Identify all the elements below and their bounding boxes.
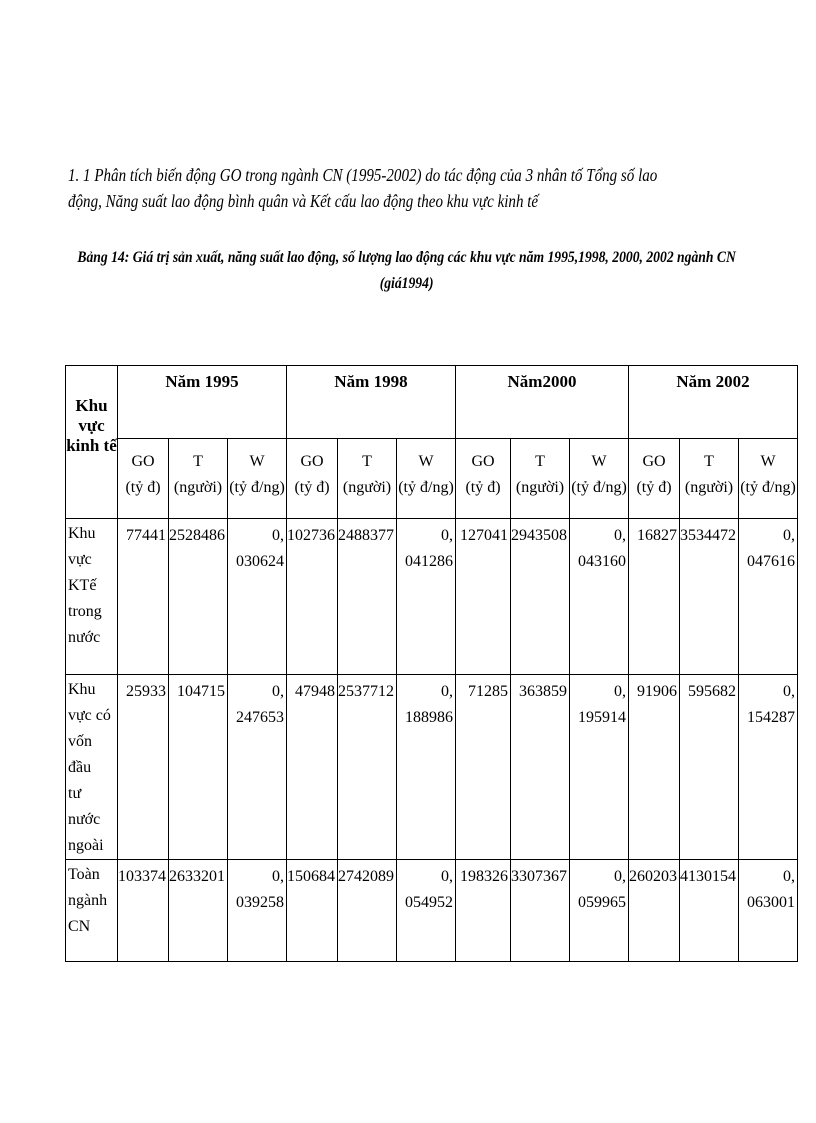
row-label-line: Toàn (68, 866, 100, 883)
sub-header-name: T (362, 453, 372, 470)
row-label-line: vực có (68, 707, 111, 724)
t-value-cell: 2488377 (338, 519, 397, 675)
t-value-cell: 2943508 (511, 519, 570, 675)
row-label-line: vực (68, 551, 92, 568)
go-value-cell: 103374 (118, 860, 169, 962)
w-value-line: 0, (272, 527, 284, 544)
sector-header-line: kinh tế (66, 436, 117, 455)
w-value-line: 0, (614, 868, 626, 885)
sub-header-unit: (người) (173, 479, 223, 496)
w-value-line: 0, (783, 683, 795, 700)
go-value-cell: 71285 (456, 675, 511, 860)
w-value-cell (570, 519, 629, 675)
w-value-line: 054952 (405, 894, 453, 911)
row-label-line: ngoài (68, 837, 104, 854)
sub-header-cell (570, 439, 629, 519)
row-label-line: Khu (68, 681, 96, 698)
t-value-cell: 2742089 (338, 860, 397, 962)
row-label-line: ngành (68, 892, 108, 909)
section-heading: 1. 1 Phân tích biến động GO trong ngành CN (1995-2002) do tác động của 3 nhân tố Tổng số lao động, Năng suất lao động bình quân và Kết cấu lao động theo khu vực kinh tế (68, 165, 658, 211)
caption-line-1: Bảng 14: Giá trị sản xuất, năng suất lao động, số lượng lao động các khu vực năm 1995,1998, 2000, 2002 ngành CN (77, 249, 736, 266)
w-value-line: 0, (441, 527, 453, 544)
sub-header-cell (456, 439, 511, 519)
sub-header-unit: (người) (515, 479, 565, 496)
t-value-cell: 363859 (511, 675, 570, 860)
w-value-cell (570, 860, 629, 962)
sub-header-unit: (tỷ đ) (636, 479, 672, 496)
w-value-line: 047616 (747, 553, 795, 570)
table-row (66, 519, 798, 675)
row-label-line: nước (68, 629, 101, 646)
year-header-1995: Năm 1995 (118, 366, 287, 439)
sub-header-cell (629, 439, 680, 519)
w-value-line: 0, (783, 527, 795, 544)
sub-header-name: T (535, 453, 545, 470)
sub-header-cell (287, 439, 338, 519)
w-value-line: 0, (614, 527, 626, 544)
go-value-cell: 91906 (629, 675, 680, 860)
t-value-cell: 3307367 (511, 860, 570, 962)
w-value-cell (397, 519, 456, 675)
row-label-line: tư nước (68, 785, 101, 828)
w-value-line: 030624 (236, 553, 284, 570)
w-value-line: 0, (441, 868, 453, 885)
w-value-line: 0, (441, 683, 453, 700)
sector-header-line: Khu (75, 396, 108, 415)
sub-header-unit: (người) (342, 479, 392, 496)
w-value-cell (739, 519, 798, 675)
w-value-line: 0, (783, 868, 795, 885)
t-value-cell: 104715 (169, 675, 228, 860)
sub-header-name: T (193, 453, 203, 470)
w-value-line: 0, (614, 683, 626, 700)
sub-header-unit: (tỷ đ/ng) (229, 479, 285, 496)
t-value-cell: 3534472 (680, 519, 739, 675)
sub-header-unit: (tỷ đ) (465, 479, 501, 496)
row-label-line: Khu (68, 525, 96, 542)
year-header-2000: Năm2000 (456, 366, 629, 439)
sub-header-cell (739, 439, 798, 519)
row-label-cell (66, 675, 118, 860)
caption-line-2: (giá1994) (379, 275, 434, 292)
sub-header-name: GO (642, 453, 666, 470)
sub-header-row (66, 439, 798, 519)
table-row (66, 675, 798, 860)
w-value-cell (228, 860, 287, 962)
year-header-2002: Năm 2002 (629, 366, 798, 439)
go-value-cell: 127041 (456, 519, 511, 675)
go-value-cell: 25933 (118, 675, 169, 860)
sub-header-name: T (704, 453, 714, 470)
sub-header-cell (511, 439, 570, 519)
w-value-cell (397, 860, 456, 962)
w-value-line: 188986 (405, 709, 453, 726)
sub-header-unit: (người) (684, 479, 734, 496)
sub-header-name: GO (471, 453, 495, 470)
w-value-line: 039258 (236, 894, 284, 911)
w-value-line: 247653 (236, 709, 284, 726)
row-label-cell (66, 519, 118, 675)
sub-header-cell (228, 439, 287, 519)
sub-header-name: GO (131, 453, 155, 470)
t-value-cell: 595682 (680, 675, 739, 860)
sector-header-cell (66, 366, 118, 519)
w-value-line: 041286 (405, 553, 453, 570)
w-value-cell (228, 519, 287, 675)
sub-header-name: W (760, 453, 776, 470)
sub-header-cell (680, 439, 739, 519)
w-value-cell (397, 675, 456, 860)
sub-header-cell (338, 439, 397, 519)
sub-header-unit: (tỷ đ/ng) (398, 479, 454, 496)
data-table (65, 365, 798, 962)
sub-header-unit: (tỷ đ/ng) (571, 479, 627, 496)
w-value-cell (739, 860, 798, 962)
sector-header-line: vực (78, 416, 105, 435)
w-value-line: 0, (272, 868, 284, 885)
go-value-cell: 16827 (629, 519, 680, 675)
sub-header-unit: (tỷ đ) (125, 479, 161, 496)
row-label-line: CN (68, 918, 91, 935)
go-value-cell: 198326 (456, 860, 511, 962)
sub-header-name: W (249, 453, 265, 470)
row-label-line: KTế (68, 577, 97, 594)
sub-header-cell (397, 439, 456, 519)
t-value-cell: 2537712 (338, 675, 397, 860)
w-value-cell (739, 675, 798, 860)
w-value-line: 154287 (747, 709, 795, 726)
sub-header-name: GO (300, 453, 324, 470)
row-label-line: vốn đầu (68, 733, 92, 776)
row-label-cell (66, 860, 118, 962)
t-value-cell: 2633201 (169, 860, 228, 962)
sub-header-cell (169, 439, 228, 519)
go-value-cell: 150684 (287, 860, 338, 962)
sub-header-name: W (418, 453, 434, 470)
w-value-line: 063001 (747, 894, 795, 911)
w-value-line: 0, (272, 683, 284, 700)
w-value-cell (228, 675, 287, 860)
go-value-cell: 47948 (287, 675, 338, 860)
sub-header-name: W (591, 453, 607, 470)
go-value-cell: 260203 (629, 860, 680, 962)
w-value-cell (570, 675, 629, 860)
go-value-cell: 102736 (287, 519, 338, 675)
t-value-cell: 4130154 (680, 860, 739, 962)
w-value-line: 195914 (578, 709, 626, 726)
w-value-line: 043160 (578, 553, 626, 570)
row-label-line: trong (68, 603, 102, 620)
sub-header-unit: (tỷ đ/ng) (740, 479, 796, 496)
sub-header-cell (118, 439, 169, 519)
w-value-line: 059965 (578, 894, 626, 911)
t-value-cell: 2528486 (169, 519, 228, 675)
go-value-cell: 77441 (118, 519, 169, 675)
sub-header-unit: (tỷ đ) (294, 479, 330, 496)
table-caption (70, 245, 743, 297)
year-header-1998: Năm 1998 (287, 366, 456, 439)
table-row (66, 860, 798, 962)
